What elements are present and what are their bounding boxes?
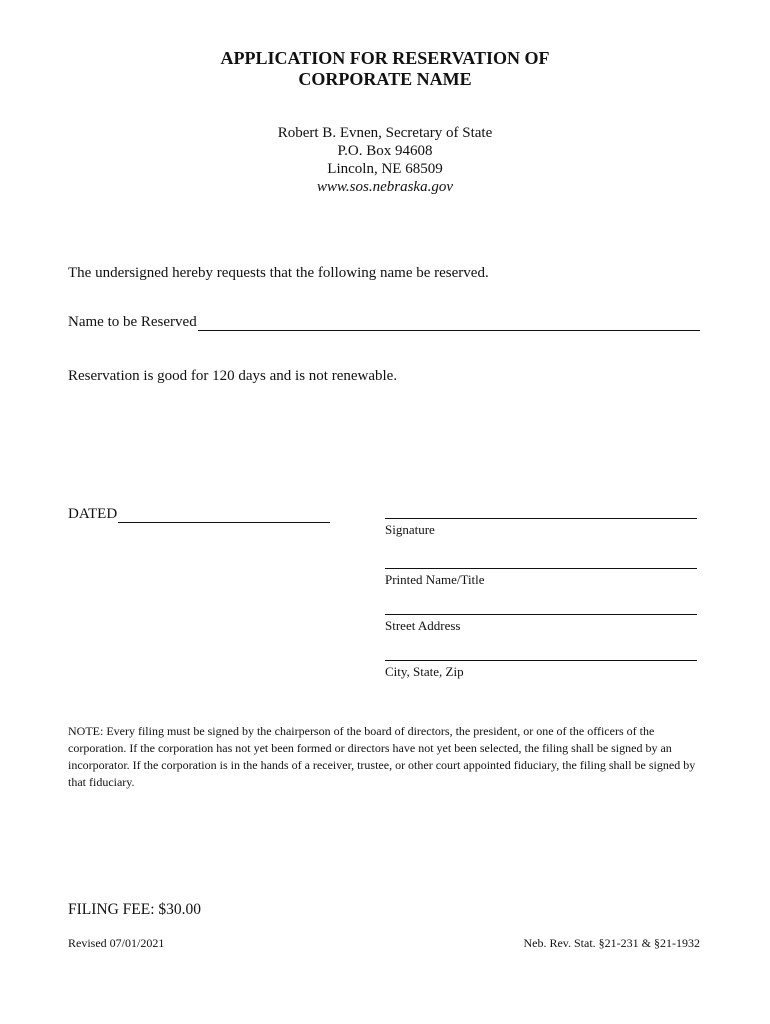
office-address [0, 124, 770, 196]
printed-name-field[interactable] [385, 568, 697, 569]
signature-label: Signature [385, 522, 435, 537]
form-title-line-1: APPLICATION FOR RESERVATION OF [220, 48, 550, 68]
request-statement: The undersigned hereby requests that the following name be reserved. [68, 265, 489, 281]
filing-fee: FILING FEE: $30.00 [68, 901, 202, 918]
office-name: Robert B. Evnen, Secretary of State [277, 125, 493, 141]
revision-date: Revised 07/01/2021 [68, 936, 165, 950]
dated-label: DATED [68, 506, 118, 522]
city-state-zip-field[interactable] [385, 660, 697, 661]
city-state-zip-label: City, State, Zip [385, 664, 464, 679]
statute-reference: Neb. Rev. Stat. §21-231 & §21-1932 [523, 936, 700, 950]
form-title [0, 48, 770, 90]
form-title-line-2: CORPORATE NAME [298, 69, 472, 89]
website-link[interactable]: www.sos.nebraska.gov [317, 179, 453, 195]
street-address-group [385, 614, 697, 634]
signature-field[interactable] [385, 518, 697, 519]
city-state-zip: Lincoln, NE 68509 [327, 161, 443, 177]
printed-name-group [385, 568, 697, 588]
po-box: P.O. Box 94608 [337, 143, 433, 159]
dated-row [68, 505, 330, 523]
street-address-field[interactable] [385, 614, 697, 615]
street-address-label: Street Address [385, 618, 461, 633]
name-to-be-reserved-field[interactable] [198, 314, 700, 331]
signature-group [385, 518, 697, 538]
name-to-be-reserved-label: Name to be Reserved [68, 314, 197, 330]
dated-field[interactable] [118, 508, 330, 523]
reservation-terms: Reservation is good for 120 days and is not renewable. [68, 368, 398, 384]
name-to-be-reserved-row [68, 313, 700, 331]
printed-name-label: Printed Name/Title [385, 572, 485, 587]
city-state-zip-group [385, 660, 697, 680]
signing-note: NOTE: Every filing must be signed by the chairperson of the board of directors, the president, or one of the officers of the corporation. If the corporation has not yet been formed or directors have not yet been selected, the filing shall be signed by an incorporator. If the corporation is in the hands of a receiver, trustee, or other court appointed fiduciary, the filing shall be signed by that fiduciary. [68, 724, 696, 789]
